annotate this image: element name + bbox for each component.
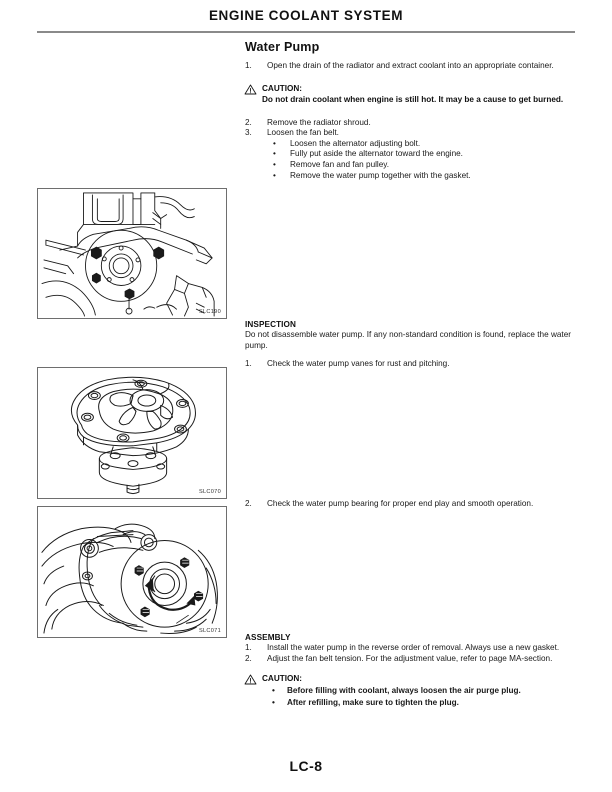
step-number: 1.	[245, 359, 252, 369]
step-number: 2.	[245, 117, 252, 127]
caution-block-drain	[245, 84, 571, 106]
assembly-step-1	[245, 643, 571, 654]
assembly-step-2	[245, 654, 571, 665]
step-number: 1.	[245, 643, 252, 652]
page-title: ENGINE COOLANT SYSTEM	[208, 8, 404, 23]
bullet-marker: •	[273, 138, 276, 148]
bullet-text: Remove fan and fan pulley.	[290, 159, 390, 169]
step-number: 2.	[245, 499, 252, 508]
warning-triangle-icon	[244, 674, 257, 685]
step-text: Install the water pump in the reverse order of removal. Always use a new gasket.	[267, 643, 560, 652]
warning-triangle-icon	[244, 84, 257, 95]
content-column	[245, 40, 571, 181]
removal-step-2	[245, 118, 571, 129]
page-number: LC-8	[289, 758, 323, 774]
inspection-intro: Do not disassemble water pump. If any non-standard condition is found, replace the water pump.	[245, 330, 571, 350]
step-text: Check the water pump bearing for proper end play and smooth operation.	[267, 499, 534, 508]
caution-text: Do not drain coolant when engine is still hot. It may be a cause to get burned.	[262, 95, 564, 105]
step-number: 1.	[245, 61, 252, 70]
page-footer	[37, 758, 575, 774]
caution-bullet-list	[262, 685, 571, 710]
figure-caption: SLC190	[198, 309, 221, 315]
removal-step-3	[245, 128, 571, 139]
figure-slc071	[37, 506, 227, 638]
caution-label: CAUTION:	[262, 83, 303, 93]
engine-front-illustration	[38, 189, 226, 318]
removal-bullet	[245, 160, 571, 171]
bullet-marker: •	[273, 159, 276, 169]
inspection-step-1	[245, 359, 571, 370]
inspection-step-2	[245, 499, 571, 510]
step-text: Open the drain of the radiator and extract coolant into an appropriate container.	[267, 61, 554, 70]
step-text: Remove the radiator shroud.	[267, 117, 371, 127]
bullet-marker: •	[273, 170, 276, 180]
figure-caption: SLC070	[198, 489, 221, 495]
bullet-text: Loosen the alternator adjusting bolt.	[290, 138, 421, 148]
caution-bullet	[262, 685, 571, 697]
figure-slc070	[37, 367, 227, 499]
caution-label: CAUTION:	[262, 674, 303, 684]
step-number: 2.	[245, 653, 252, 663]
inspection-title: INSPECTION	[245, 320, 297, 329]
caution-block-coolant-fill	[245, 674, 571, 709]
water-pump-illustration	[38, 368, 226, 498]
bearing-check-illustration	[38, 507, 226, 637]
bullet-text: Fully put aside the alternator toward the engine.	[290, 149, 463, 159]
bullet-text: Before filling with coolant, always loosen the air purge plug.	[287, 685, 521, 695]
step-text: Loosen the fan belt.	[267, 128, 339, 138]
page-header	[37, 8, 575, 23]
step-number: 3.	[245, 128, 252, 138]
bullet-marker: •	[273, 149, 276, 159]
removal-step-1	[245, 61, 571, 72]
header-divider	[37, 31, 575, 33]
assembly-section	[245, 633, 571, 710]
step-text: Adjust the fan belt tension. For the adjustment value, refer to page MA-section.	[267, 653, 553, 663]
removal-bullet	[245, 149, 571, 160]
bullet-text: After refilling, make sure to tighten the plug.	[287, 698, 459, 708]
step-text: Check the water pump vanes for rust and pitching.	[267, 359, 450, 369]
removal-bullet	[245, 139, 571, 150]
bullet-text: Remove the water pump together with the gasket.	[290, 170, 471, 180]
inspection-step-2-wrap	[245, 499, 571, 510]
inspection-section	[245, 320, 571, 370]
removal-bullet	[245, 171, 571, 182]
figure-caption: SLC071	[198, 628, 221, 634]
bullet-marker: •	[272, 685, 275, 695]
figure-slc190	[37, 188, 227, 319]
section-title-water-pump: Water Pump	[245, 40, 320, 54]
bullet-marker: •	[272, 698, 275, 708]
assembly-title: ASSEMBLY	[245, 633, 291, 642]
caution-bullet	[262, 697, 571, 709]
